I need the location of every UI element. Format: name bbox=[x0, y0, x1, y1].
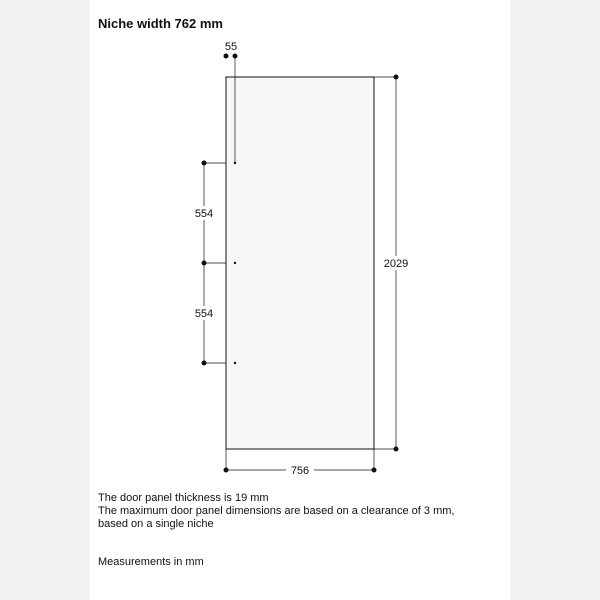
panel-height-label: 2029 bbox=[383, 258, 409, 270]
note-clearance: The maximum door panel dimensions are based on a clearance of 3 mm, bbox=[98, 505, 455, 517]
dimension-endpoint bbox=[202, 161, 207, 166]
hinge-spacing-dimension bbox=[190, 161, 226, 366]
hinge-spacing-upper-label: 554 bbox=[194, 208, 214, 220]
dimension-endpoint bbox=[394, 447, 399, 452]
hinge-marker-middle bbox=[234, 262, 236, 264]
door-panel bbox=[226, 77, 374, 449]
dimension-endpoint bbox=[224, 468, 229, 473]
dimension-endpoint bbox=[224, 54, 229, 59]
note-thickness: The door panel thickness is 19 mm bbox=[98, 492, 269, 504]
notes bbox=[98, 492, 498, 531]
units-note: Measurements in mm bbox=[98, 556, 204, 568]
panel-width-dimension bbox=[224, 449, 377, 477]
dimension-endpoint bbox=[202, 261, 207, 266]
panel-width-label: 756 bbox=[290, 465, 310, 477]
hinge-marker-top bbox=[234, 162, 236, 164]
note-single-niche: based on a single niche bbox=[98, 518, 214, 530]
hinge-spacing-lower-label: 554 bbox=[194, 308, 214, 320]
dimension-endpoint bbox=[394, 75, 399, 80]
dimension-endpoint bbox=[372, 468, 377, 473]
panel-height-dimension bbox=[374, 75, 412, 452]
hinge-marker-bottom bbox=[234, 362, 236, 364]
dimension-endpoint bbox=[202, 361, 207, 366]
hinge-offset-label: 55 bbox=[224, 41, 238, 53]
drawing-title: Niche width 762 mm bbox=[98, 16, 223, 31]
